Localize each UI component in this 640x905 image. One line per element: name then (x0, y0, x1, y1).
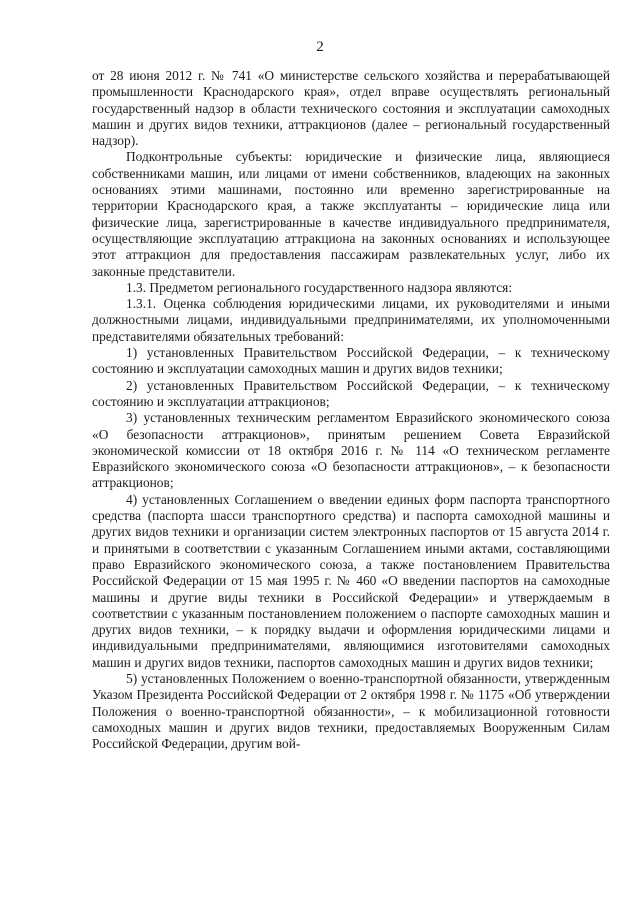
paragraph-controlled-subjects: Подконтрольные субъекты: юридические и физические лица, являющиеся собственниками машин, или лицами от имени собственников, владеющих на законных основаниях этими машинами, постоянно или временно зарегистрированные на территории Краснодарского края, а также эксплуатанты – юридические лица или физические лица, зарегистрированные в качестве индивидуального предпринимателя, осуществляющие эксплуатацию аттракциона на законных основаниях и использующее этот аттракцион для предоставления пассажирам развлекательных услуг, либо их законные представители. (92, 149, 610, 279)
paragraph-item-4: 4) установленных Соглашением о введении единых форм паспорта транспортного средства (паспорта шасси транспортного средства) и паспорта самоходной машины и других видов техники и организации систем электронных паспортов от 15 августа 2014 г. и принятыми в соответствии с указанным Соглашением иными актами, составляющими право Евразийского экономического союза, а также постановлением Правительства Российской Федерации от 15 мая 1995 г. № 460 «О введении паспортов на самоходные машины и другие виды техники в Российской Федерации» и утверждаемым в соответствии с указанным постановлением положением о паспорте самоходных машин и других видов техники, – к порядку выдачи и оформления юридическими лицами и индивидуальными предпринимателями, являющимися изготовителями самоходных машин и других видов техники, паспортов самоходных машин и других видов техники; (92, 491, 610, 670)
paragraph-item-3: 3) установленных техническим регламентом Евразийского экономического союза «О безопасности аттракционов», принятым решением Совета Евразийской экономической комиссии от 18 октября 2016 г. № 114 «О техническом регламенте Евразийского экономического союза «О безопасности аттракционов», – к безопасности аттракционов; (92, 410, 610, 491)
document-body (92, 68, 610, 752)
paragraph-item-1: 1) установленных Правительством Российской Федерации, – к техническому состоянию и эксплуатации самоходных машин и других видов техники; (92, 345, 610, 377)
paragraph-continuation: от 28 июня 2012 г. № 741 «О министерстве сельского хозяйства и перерабатывающей промышленности Краснодарского края», отдел вправе осуществлять региональный государственный надзор в области технического состояния и эксплуатации самоходных машин и других видов техники, аттракционов (далее – региональный государственный надзор). (92, 68, 610, 149)
page-number: 2 (316, 39, 324, 55)
paragraph-section-1-3-1: 1.3.1. Оценка соблюдения юридическими лицами, их руководителями и иными должностными лицами, индивидуальными предпринимателями, их уполномоченными представителями обязательных требований: (92, 296, 610, 344)
paragraph-item-2: 2) установленных Правительством Российской Федерации, – к техническому состоянию и эксплуатации аттракционов; (92, 377, 610, 409)
paragraph-item-5: 5) установленных Положением о военно-транспортной обязанности, утвержденным Указом Президента Российской Федерации от 2 октября 1998 г. № 1175 «Об утверждении Положения о военно-транспортной обязанности», – к мобилизационной готовности самоходных машин и других видов техники, предоставляемых Вооруженным Силам Российской Федерации, другим вой- (92, 670, 610, 752)
paragraph-section-1-3: 1.3. Предметом регионального государственного надзора являются: (126, 279, 513, 295)
